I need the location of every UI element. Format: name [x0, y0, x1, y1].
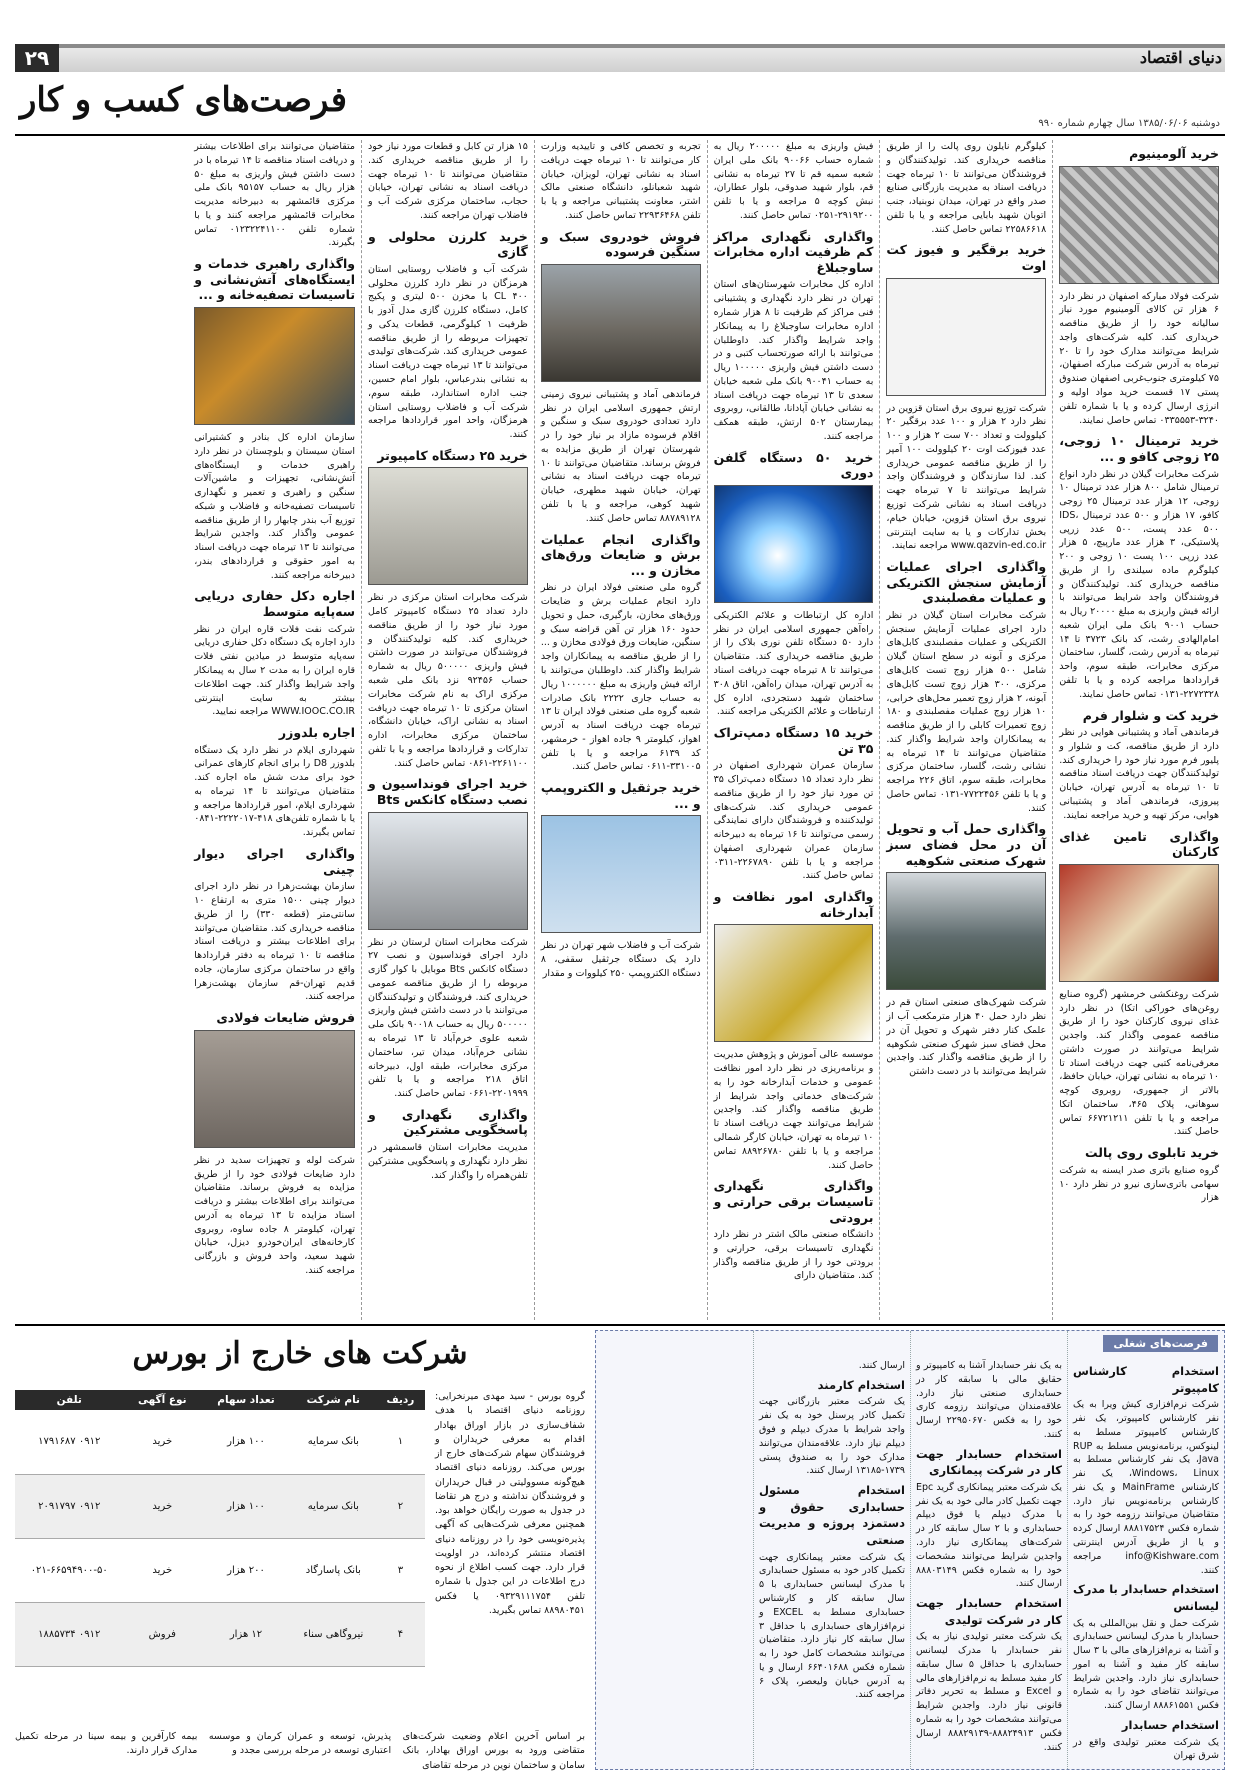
job-headline: استخدام کارشناس کامپیوتر: [1073, 1364, 1219, 1395]
article-headline: خرید آلومینیوم: [1129, 146, 1219, 161]
article-body: شرکت آب و فاضلاب شهر تهران در نظر دارد یک دستگاه جرثقیل سقفی، ۸ دستگاه الکتروپمپ ۲۵۰ کیلووات و مقدار: [540, 940, 701, 979]
article-body: متقاضیان می‌توانند برای اطلاعات بیشتر و دریافت اسناد مناقصه تا ۱۴ تیرماه با در دست داشتن فیش واریزی به مبلغ ۵۰ هزار ریال به حساب ۹۵۱۵۷ بانک ملی مرکزی قائمشهر به دبیرخانه مدیریت مخابرات قائمشهر مراجعه کنند و یا با شماره تلفن ۰۱۲۳۲۲۴۱۱۰۰ تماس بگیرند.: [194, 141, 356, 249]
article-body: فرماندهی آماد و پشتیبانی هوایی در نظر دارد از طریق مناقصه، کت و شلوار و پلیور فرم مورد نیاز خود را خریداری کند. تولیدکنندگان جهت دریافت اسناد مناقصه تا ۱۰ تیرماه به آدرس تهران، خیابان پیروزی، فرماندهی آماد و پشتیبانی هوایی، مرکز تهیه و خرید مراجعه نمایند.: [1059, 727, 1219, 821]
article-body: سازمان اداره کل بنادر و کشتیرانی استان سیستان و بلوچستان در نظر دارد راهبری خدمات و ایستگاه‌های آتش‌نشانی، تجهیزات و ماشین‌آلات سنگین و راهبری و تعمیر و نگهداری تاسیسات تصفیه‌خانه و فاضلاب و شبکه توزیع آب بندر چابهار را از طریق مناقصه عمومی واگذار کند. واجدین شرایط می‌توانند تا ۱۳ تیرماه جهت دریافت اسناد به امور حقوقی و قراردادهای بندر، دبیرخانه مراجعه کنند.: [194, 432, 356, 581]
table-cell: ۱: [376, 1410, 425, 1474]
aluminium-scrap-photo: [1059, 166, 1219, 284]
job-headline: استخدام کارمند: [817, 1377, 905, 1392]
article-body: شرکت روغنکشی خرمشهر (گروه صنایع روغن‌های خوراکی اتکا) در نظر دارد غذای نیروی کارکنان خود را از طریق مناقصه عمومی واگذار کند. واجدین شرایط می‌توانند در صورت داشتن معرفی‌نامه کتبی جهت دریافت اسناد تا ۱۰ تیرماه به نشانی تهران، خیابان حافظ، بالاتر از جمهوری، روبروی کوچه سوهانی، پلاک ۴۶۵، ساختمان اتکا مراجعه و یا با تلفن ۶۶۷۲۱۲۱۱ تماس حاصل کنند.: [1059, 988, 1220, 1138]
column-6: [188, 140, 361, 1320]
article-headline: خرید ۵۰ دستگاه گلفن دوری: [713, 449, 874, 481]
bourse-footer-1: بر اساس آخرین اعلام وضعیت شرکت‌های متقاضی ورود به بورس اوراق بهادار، بانک سامان و ساختمان نوین در مرحله تقاضای: [402, 1731, 585, 1771]
cleaning-tools-photo: [714, 924, 874, 1042]
table-cell: ۳: [376, 1538, 425, 1602]
job-body: یک شرکت معتبر تولیدی واقع در شرق تهران: [1073, 1736, 1219, 1762]
article-body: شهرداری ایلام در نظر دارد یک دستگاه بلدوزر D8 را برای انجام کارهای عمرانی خود برای مدت شش ماه اجاره کند. متقاضیان می‌توانند تا ۱۴ تیرماه به شهرداری ایلام، امور قراردادها مراجعه و یا با شماره تلفن‌های ۴۱۸-۲۲۲۲۰۱۷-۰۸۴۱ تماس بگیرند.: [194, 744, 356, 839]
table-header: ردیف: [376, 1390, 425, 1410]
table-cell: خرید: [123, 1410, 201, 1474]
column-4: [534, 140, 707, 1320]
article-body: شرکت توزیع نیروی برق استان قزوین در نظر دارد ۲ هزار و ۱۰۰ عدد برقگیر ۲۰ کیلوولت و تعداد ۷۰۰ ست ۲ هزار و ۱۰۰ عدد فیوزکت اوت ۲۰ کیلوولت ۱۰۰ آمپر را از طریق مناقصه عمومی خریداری کند. لذا سازندگان و فروشندگان واجد شرایط می‌توانند تا ۷ تیرماه جهت دریافت اسناد به نشانی شرکت توزیع نیروی برق استان قزوین، خیابان خیام، بخش تدارکات و یا به سایت اینترنتی www.qazvin-ed.co.ir مراجعه نمایند.: [886, 402, 1047, 552]
article-headline: واگذاری اجرای دیوار چینی: [194, 846, 356, 877]
table-cell: ۴: [376, 1602, 425, 1666]
article-headline: خرید برقگیر و فیوز کت اوت: [886, 242, 1047, 273]
job-body: شرکت نرم‌افزاری کیش ویرا به یک نفر کارشناس کامپیوتر، یک نفر کارشناس کامپیوتر مسلط به لینوکس، برنامه‌نویس مسلط به RUP Java، یک نفر کارشناس مسلط به Windows، Linux، یک نفر کارشناس MainFrame و یک نفر کارشناس برنامه‌نویس نیاز دارد. متقاضیان می‌توانند رزومه خود را به شماره فکس ۸۸۸۱۷۵۲۴ ارسال کرده و یا از طریق آدرس اینترنتی info@Kishware.com مراجعه کنند.: [1073, 1399, 1219, 1576]
article-body: کیلوگرم نایلون روی پالت را از طریق مناقصه خریداری کند. تولیدکنندگان و فروشندگان می‌توانند تا ۱۰ تیرماه جهت دریافت اسناد به مدیریت بازرگانی صنایع صدر واقع در تهران، میدان نوبنیاد، جنب اتوبان شهید بابایی مراجعه و یا با تلفن ۲۲۵۸۶۶۱۸ تماس حاصل کنند.: [886, 141, 1047, 235]
article-headline: واگذاری نگهداری مراکز کم ظرفیت اداره مخابرات ساوجبلاغ: [713, 228, 874, 275]
job-body: ارسال کنند.: [858, 1360, 905, 1371]
article-headline: خرید کلرزن محلولی و گازی: [368, 228, 528, 260]
table-row: [15, 1538, 425, 1602]
jobs-box: [595, 1330, 1225, 1770]
article-headline: اجاره دکل حفاری دریایی سه‌پایه متوسط: [194, 588, 356, 620]
tower-crane-photo: [541, 815, 701, 933]
article-body: اداره کل ارتباطات و علائم الکتریکی راه‌آهن جمهوری اسلامی ایران در نظر دارد ۵۰ دستگاه تلفن نوری بلاک را از طریق مناقصه خریداری کند. متقاضیان می‌توانند تا ۸ تیرماه جهت دریافت اسناد به آدرس تهران، میدان راه‌آهن، اتاق ۳۰۸ ساختمان شهید دستجردی، اداره کل ارتباطات و علائم الکتریکی مراجعه کنند.: [713, 609, 874, 718]
article-body: شرکت مخابرات استان گیلان در نظر دارد اجرای عملیات آزمایش سنجش الکتریکی و عملیات مفصلبندی کابل‌های مرکزی و آبونه در سطح استان گیلان شامل ۵۰۰ هزار زوج تست کابل‌های مرکزی، ۳۰۰ هزار زوج تست کابل‌های آبونه، ۲ هزار زوج تعمیر محل‌های خرابی، ۱۰ هزار زوج عملیات مفصلبندی و ۱۸۰ زوج تعمیرات کابلی را از طریق مناقصه به پیمانکاران واجد شرایط واگذار کند. متقاضیان می‌توانند تا ۱۴ تیرماه به نشانی رشت، گلسار، ساختمان مرکزی مخابرات، طبقه سوم، اتاق ۲۲۶ مراجعه و یا با تلفن ۷۷۲۲۴۵۶-۰۱۳۱ تماس حاصل کنند.: [886, 609, 1047, 814]
article-headline: واگذاری حمل آب و تحویل آن در محل فضای سبز شهرک صنعتی شکوهیه: [886, 821, 1047, 868]
article-body: شرکت نفت فلات قاره ایران در نظر دارد اجاره یک دستگاه دکل حفاری دریایی سه‌پایه متوسط در میادین نفتی فلات قاره ایران را به مدت ۲ سال به پیمانکار واجد شرایط واگذار کند. جهت اطلاعات بیشتر به سایت اینترنتی WWW.IOOC.CO.IR مراجعه نمایید.: [194, 623, 356, 718]
table-cell: ۰۹۱۲ ۱۷۹۱۶۸۷: [15, 1410, 123, 1474]
table-row: [15, 1474, 425, 1538]
job-headline: استخدام حسابدار: [1121, 1718, 1219, 1732]
job-headline: استخدام مسئول حسابداری حقوق و دستمزد پروژه و مدیریت صنعتی: [759, 1483, 905, 1548]
computers-photo: [368, 467, 528, 585]
article-headline: فروش ضایعات فولادی: [216, 1010, 356, 1026]
article-headline: اجاره بلدوزر: [278, 725, 356, 741]
table-cell: ۰۲۱-۶۶۵۹۴۹۰۰-۵۰: [15, 1538, 123, 1602]
article-headline: واگذاری تامین غذای کارکنان: [1059, 828, 1219, 860]
containers-photo: [368, 812, 528, 930]
lake-photo: [886, 872, 1046, 990]
article-body: سازمان بهشت‌زهرا در نظر دارد اجرای دیوار چینی ۱۵۰۰ متری به ارتفاع ۱۰ سانتی‌متر (قطعه ۳۳۰) را از طریق مناقصه خریداری کند. متقاضیان می‌توانند برای اطلاعات بیشتر و دریافت اسناد مناقصه تا ۱۰ تیرماه به دفتر قراردادها واقع در ساختمان مرکزی سازمان، جاده قدیم تهران-قم سازمان بهشت‌زهرا مراجعه کنند.: [194, 881, 356, 1003]
table-cell: بانک سرمایه: [291, 1474, 376, 1538]
table-cell: نیروگاهی سناء: [291, 1602, 376, 1666]
table-cell: بانک پاسارگاد: [291, 1538, 376, 1602]
article-body: فرماندهی آماد و پشتیبانی نیروی زمینی ارتش جمهوری اسلامی ایران در نظر دارد تعدادی خودروی سبک و سنگین و اقلام فرسوده مازاد بر نیاز خود را در شهرستان تهران از طریق مزایده به فروش برساند. متقاضیان می‌توانند تا ۱۰ تیرماه جهت دریافت اسناد به نشانی تهران، خیابان شهید مطهری، خیابان شهید کوهی، مراجعه و یا با تلفن ۸۸۷۸۹۱۲۸ تماس حاصل کنند.: [540, 388, 701, 524]
table-cell: ۱۰۰ هزار: [201, 1410, 291, 1474]
page-number: ۲۹: [15, 44, 59, 72]
article-body: اداره کل مخابرات شهرستان‌های استان تهران در نظر دارد نگهداری و پشتیبانی فنی مراکز کم ظرفیت تا ۸ هزار شماره اداره مخابرات ساوجبلاغ را به پیمانکار واجد شرایط واگذار کند. داوطلبان می‌توانند با ارائه صورتحساب کتبی و در دست داشتن فیش واریزی ۱۰۰۰۰۰ ریال به حساب ۹۰۰۴۱ بانک ملی شعبه خیابان سعدی تا ۱۳ تیرماه جهت دریافت اسناد به نشانی خیابان آپادانا، طالقانی، روبروی بیمارستان ۵۰۲ ارتش، طبقه همکف مراجعه کنند.: [713, 279, 874, 442]
article-body: گروه صنایع باتری صدر ایسنه به شرکت سهامی باتری‌سازی نیرو در نظر دارد ۱۰ هزار: [1059, 1164, 1219, 1204]
jobs-column-spacer: [596, 1331, 753, 1769]
bottom-section: [15, 1330, 1225, 1770]
article-body: شرکت مخابرات گیلان در نظر دارد انواع ترمینال شامل ۸۰۰ هزار عدد ترمینال ۱۰ زوجی، ۱۲ هزار عدد ترمینال ۲۵ زوجی کافو، ۱۷ هزار و ۵۰۰ عدد ترمینال IDS، ۵۰۰ عدد پست، ۵۰۰ عدد زرپی پلاستیکی، ۳ هزار عدد مارپیچ، ۵ هزار عدد زرپی ۱۰۰ پست ۱۰ زوجی و ۲۰۰ کیلوگرم ماده سیلندی را از طریق مناقصه خریداری کند. تولیدکنندگان و فروشندگان واجد شرایط می‌توانند با ارائه فیش واریزی به مبلغ ۲۰۰۰۰ ریال به حساب ۹۰۰۱ بانک ملی ایران شعبه امام‌الهادی رشت، کد بانک ۳۷۲۳ تا ۱۴ تیرماه به آدرس رشت، گلسار، ساختمان مرکزی مخابرات، طبقه سوم، واحد قراردادها مراجعه کرده و یا با تلفن ۲۲۷۲۳۲۸-۰۱۳۱ تماس حاصل نمایند.: [1059, 468, 1220, 700]
firefighters-photo: [194, 307, 355, 425]
header-rule: [15, 134, 1225, 136]
bourse-table: [15, 1390, 425, 1667]
table-header: نام شرکت: [291, 1390, 376, 1410]
column-2: [879, 140, 1052, 1320]
table-cell: ۱۲ هزار: [201, 1602, 291, 1666]
newspaper-logo: دنیای اقتصاد: [1139, 48, 1222, 67]
table-cell: ۱۰۰ هزار: [201, 1474, 291, 1538]
column-1: [1052, 140, 1225, 1320]
table-header: تعداد سهام: [201, 1390, 291, 1410]
job-body: یک شرکت معتبر پیمانکاری جهت تکمیل کادر خود به مسئول حسابداری با مدرک لیسانس حسابداری با ۵ سال سابقه کار و کارشناس حسابداری مسلط به EXCEL و نرم‌افزارهای حسابداری با حداقل ۳ سال سابقه کار نیاز دارد. متقاضیان می‌توانند مشخصات کامل خود را به شماره فکس ۶۶۴۰۱۶۸۸ ارسال و یا به آدرس خیابان ولیعصر، پلاک ۶ مراجعه کنند.: [759, 1551, 906, 1701]
article-body: شرکت لوله و تجهیزات سدید در نظر دارد ضایعات فولادی خود را از طریق مزایده به فروش برساند. متقاضیان می‌توانند برای اطلاعات بیشتر و دریافت اسناد مزایده تا ۱۳ تیرماه به آدرس تهران، کیلومتر ۸ جاده ساوه، روبروی کارخانه‌های ایران‌خودرو دیزل، خیابان شهید سعید، واحد فروش و بازرگانی مراجعه کنند.: [194, 1154, 356, 1276]
table-header: نوع آگهی: [123, 1390, 201, 1410]
job-body: یک شرکت معتبر تولیدی نیاز به یک نفر حسابدار با مدرک لیسانس حسابداری با حداقل ۵ سال سابقه کار مفید مسلط به نرم‌افزارهای مالی و Excel و مسلط به تحریر دفاتر قانونی نیاز دارد. واجدین شرایط می‌توانند مشخصات خود را به شماره فکس ۸۸۸۲۴۹۱۳-۸۸۸۲۹۱۳۹ ارسال کنند.: [916, 1631, 1063, 1753]
article-body: شرکت آب و فاضلاب روستایی استان هرمزگان در نظر دارد کلرزن محلولی ۴۰۰ CL با مخزن ۵۰۰ لیتری و پکیج کامل، دستگاه کلرزن گازی مدل آدوز با ظرفیت ۱ کیلوگرمی، قطعات یدکی و تجهیزات مربوطه را از طریق مناقصه عمومی خریداری کند. شرکت‌های تولیدی می‌توانند تا ۱۳ تیرماه جهت دریافت اسناد به نشانی بندرعباس، بلوار امام حسین، جنب اداره استاندارد، طبقه سوم، شرکت آب و فاضلاب روستایی استان هرمزگان، واحد امور قراردادها مراجعه کنند.: [368, 263, 528, 441]
power-socket-photo: [886, 278, 1046, 396]
jobs-column-3: [753, 1331, 910, 1769]
article-body: گروه ملی صنعتی فولاد ایران در نظر دارد انجام عملیات برش و ضایعات ورق‌های مخازن، بارگیری، حمل و تحویل حدود ۱۶۰ هزار تن آهن قراضه سبک و سنگین، ضایعات ورق فولادی مخازن و ... را از طریق مناقصه به پیمانکاران واجد شرایط واگذار کند. داوطلبان می‌توانند با ارائه فیش واریزی به مبلغ ۱۰۰۰۰۰۰ ریال به حساب جاری ۲۲۲۲ بانک صادرات شعبه گروه ملی صنعتی فولاد ایران تا ۱۳ تیرماه جهت دریافت اسناد به آدرس اهواز، کیلومتر ۹ جاده اهواز - خرمشهر، کد ۶۱۳۹ مراجعه و یا با تلفن ۳۳۱۰۰۵-۰۶۱۱ تماس حاصل کنند.: [540, 582, 701, 773]
article-body: تجربه و تخصص کافی و تاییدیه وزارت کار می‌توانند تا ۱۰ تیرماه جهت دریافت اسناد به نشانی تهران، لویزان، خیابان شهید شعبانلو، دانشگاه صنعتی مالک اشتر، معاونت پشتیبانی مراجعه و یا با تلفن ۲۲۹۳۶۴۶۸ تماس حاصل کنند.: [540, 141, 701, 221]
gas-flame-photo: [714, 485, 874, 603]
job-body: به یک نفر حسابدار آشنا به کامپیوتر و حقایق مالی با سابقه کار در حسابداری صنعتی نیاز دارد. علاقه‌مندان می‌توانند رزومه کاری خود را به فکس ۲۲۹۵۰۶۷۰ ارسال کنند.: [916, 1360, 1062, 1440]
article-body: ۱۵ هزار تن کابل و قطعات مورد نیاز خود را از طریق مناقصه خریداری کند. متقاضیان می‌توانند تا ۱۰ تیرماه جهت دریافت اسناد به نشانی تهران، خیابان حجاب، ساختمان مرکزی شرکت آب و فاضلاب تهران مراجعه کنند.: [368, 141, 528, 221]
article-body: شرکت مخابرات استان لرستان در نظر دارد اجرای فونداسیون و نصب ۲۷ دستگاه کانکس Bts موبایل با کوار گازی مربوطه را از طریق مناقصه عمومی خریداری کند. فروشندگان و تولیدکنندگان می‌توانند با در دست داشتن فیش واریزی ۵۰۰۰۰۰ ریال به حساب ۹۰۰۱۸ بانک ملی شعبه علوی خرم‌آباد تا ۱۳ تیرماه به نشانی خرم‌آباد، میدان تیر، ساختمان مرکزی مخابرات، طبقه اول، دبیرخانه اتاق ۲۱۸ مراجعه و یا با تلفن ۲۲۰۱۹۹۹-۰۶۶۱ تماس حاصل کنند.: [368, 936, 528, 1100]
article-body: شرکت مخابرات استان مرکزی در نظر دارد تعداد ۲۵ دستگاه کامپیوتر کامل مورد نیاز خود را از طریق مناقصه خریداری کند. کلیه تولیدکنندگان و فروشندگان می‌توانند در صورت داشتن فیش واریزی ۵۰۰۰۰۰ ریال به شماره حساب ۹۲۴۵۶ نزد بانک ملی شعبه مرکزی اراک به نام شرکت مخابرات استان مرکزی تا ۱۰ تیرماه جهت دریافت اسناد به نشانی اراک، خیابان دانشگاه، ساختمان مرکزی مخابرات، اداره تدارکات و قراردادها مراجعه و یا با تلفن ۲۲۶۱۱۰۰-۰۸۶۱ تماس حاصل کنند.: [368, 592, 528, 769]
job-body: یک شرکت معتبر بازرگانی جهت تکمیل کادر پرسنل خود به یک نفر واجد شرایط با مدرک دیپلم و فوق دیپلم نیاز دارد. علاقه‌مندان می‌توانند مدارک خود را به صندوق پستی ۱۷۳۹-۱۳۱۸۵ ارسال کنند.: [759, 1396, 905, 1477]
bottom-rule: [15, 1324, 1225, 1326]
article-headline: خرید اجرای فونداسیون و نصب دستگاه کانکس Bts: [368, 776, 528, 807]
article-headline: خرید ۱۵ دستگاه دمپ‌تراک ۳۵ تن: [713, 725, 874, 756]
article-headline: فروش خودروی سبک و سنگین فرسوده: [540, 228, 701, 260]
article-body: دانشگاه صنعتی مالک اشتر در نظر دارد نگهداری تاسیسات برقی، حرارتی و برودتی خود را از طریق مناقصه واگذار کند. متقاضیان دارای: [713, 1229, 874, 1282]
table-cell: خرید: [123, 1474, 201, 1538]
bourse-title: شرکت های خارج از بورس: [132, 1336, 468, 1371]
bourse-footer: [15, 1730, 585, 1773]
job-headline: استخدام حسابدار با مدرک لیسانس: [1073, 1582, 1219, 1613]
article-columns: [15, 140, 1225, 1320]
header-band: [15, 44, 1225, 72]
job-headline: استخدام حسابدار جهت کار در شرکت پیمانکاری: [916, 1446, 1062, 1478]
column-5: [361, 140, 534, 1320]
table-cell: ۰۹۱۲ ۱۸۸۵۷۳۴: [15, 1602, 123, 1666]
dateline: دوشنبه ۱۳۸۵/۰۶/۰۶ سال چهارم شماره ۹۹۰: [1038, 118, 1220, 129]
table-cell: ۲: [376, 1474, 425, 1538]
column-3: [707, 140, 880, 1320]
food-tray-photo: [1059, 864, 1219, 982]
jobs-title: فرصت‌های شغلی: [1103, 1335, 1218, 1352]
job-body: یک شرکت معتبر پیمانکاری گرید Epc جهت تکمیل کادر مالی خود به یک نفر با مدرک دیپلم یا فوق دیپلم حسابداری و با ۲ سال سابقه کار در شرکت‌های پیمانکاری نیاز دارد. واجدین شرایط می‌توانند مشخصات خود را به شماره فکس ۸۸۸۰۳۱۴۹ ارسال کنند.: [916, 1481, 1062, 1590]
table-cell: بانک سرمایه: [291, 1410, 376, 1474]
article-headline: واگذاری نگهداری و پاسخگویی مشترکین: [368, 1106, 528, 1138]
article-body: سازمان عمران شهرداری اصفهان در نظر دارد تعداد ۱۵ دستگاه دمپ‌تراک ۳۵ تن مورد نیاز خود را از طریق مناقصه عمومی خریداری کند. شرکت‌های تولیدکننده و فروشندگان دارای نمایندگی رسمی می‌توانند تا ۱۶ تیرماه به دبیرخانه سازمان عمران شهرداری اصفهان مراجعه و یا با تلفن ۲۲۶۷۸۹۰-۰۳۱۱ تماس حاصل کنند.: [713, 760, 874, 882]
table-row: [15, 1410, 425, 1474]
article-headline: خرید کت و شلوار فرم: [1082, 707, 1219, 723]
article-body: موسسه عالی آموزش و پژوهش مدیریت و برنامه‌ریزی در نظر دارد امور نظافت عمومی و خدمات آبدارخانه خود را به شرکت‌های خدماتی واجد شرایط از طریق مناقصه واگذار کند. واجدین شرایط می‌توانند جهت دریافت اسناد تا ۱۰ تیرماه به تهران، خیابان کارگر شمالی مراجعه و یا با تلفن ۸۸۹۲۶۷۸۰ تماس حاصل کنند.: [713, 1049, 874, 1171]
article-body: شرکت شهرک‌های صنعتی استان قم در نظر دارد حمل ۴۰ هزار مترمکعب آب از علمک کنار دفتر شهرک و تحویل آن در محل فضای سبز شهرک صنعتی شکوهیه را از طریق مناقصه واگذار کند. واجدین شرایط می‌توانند با در دست داشتن: [886, 997, 1047, 1078]
article-body: فیش واریزی به مبلغ ۲۰۰۰۰۰ ریال به شماره حساب ۹۰۰۶۶ بانک ملی ایران شعبه سمیه قم تا ۲۷ تیرماه به نشانی قم، بلوار شهید صدوقی، بلوار عطاران، نبش کوچه ۵ مراجعه و یا با تلفن ۲۹۱۹۲۰۰-۰۲۵۱ تماس حاصل کنند.: [713, 141, 874, 221]
job-headline: استخدام حسابدار جهت کار در شرکت تولیدی: [916, 1596, 1062, 1627]
bourse-footer-3: بیمه کارآفرین و بیمه سینا در مرحله تکمیل مدارک قرار دارند.: [15, 1731, 198, 1757]
old-cars-photo: [541, 264, 701, 382]
jobs-column-2: [910, 1331, 1067, 1769]
table-cell: ۰۹۱۲ ۲۰۹۱۷۹۷: [15, 1474, 123, 1538]
table-cell: خرید: [123, 1538, 201, 1602]
section-title: فرصت‌های کسب و کار: [20, 80, 347, 120]
article-headline: واگذاری انجام عملیات برش و ضایعات ورق‌های مخازن و ...: [540, 531, 701, 578]
article-body: شرکت فولاد مبارکه اصفهان در نظر دارد ۶ هزار تن کالای آلومینیوم مورد نیاز سالیانه خود را از طریق مناقصه خریداری کند. کلیه شرکت‌های واجد شرایط می‌توانند مدارک خود را تا ۲۰ تیرماه به آدرس شرکت مبارکه اصفهان، ۷۵ کیلومتری جنوب‌غربی اصفهان صندوق پستی ۱۷ قسمت خرید مواد اولیه و انرژی ارسال کرده و یا با شماره تلفن ۳۲۴۰-۰۳۳۵۵۵۳ تماس حاصل نمایند.: [1059, 290, 1219, 426]
article-headline: خرید ۲۵ دستگاه کامپیوتر: [377, 447, 528, 463]
table-row: [15, 1602, 425, 1666]
bourse-section: [15, 1330, 585, 1770]
job-body: شرکت حمل و نقل بین‌المللی به یک حسابدار با مدرک لیسانس حسابداری و آشنا به نرم‌افزارهای مالی با ۳ سال سابقه کار مفید و آشنا به امور حسابداری نیاز دارد. واجدین شرایط می‌توانند تقاضای خود را به شماره فکس ۸۸۸۶۱۵۵۱ ارسال کنند.: [1073, 1617, 1219, 1712]
bourse-footer-2: پذیرش، توسعه و عمران کرمان و موسسه اعتباری توسعه در مرحله بررسی مجدد و: [208, 1731, 392, 1757]
article-body: مدیریت مخابرات استان قاسمشهر در نظر دارد نگهداری و پاسخگویی مشترکین تلفن‌همراه را واگذار کند.: [368, 1142, 528, 1181]
article-headline: خرید تابلوی روی پالت: [1085, 1145, 1219, 1161]
table-header: تلفن: [15, 1390, 123, 1410]
table-cell: فروش: [123, 1602, 201, 1666]
article-headline: واگذاری راهبری خدمات و ایستگاه‌های آتش‌نشانی و تاسیسات تصفیه‌خانه و ...: [194, 256, 356, 303]
steel-scrap-photo: [194, 1030, 355, 1148]
article-headline: واگذاری نگهداری تاسیسات برقی حرارتی و برودتی: [713, 1178, 874, 1225]
article-headline: واگذاری اجرای عملیات آزمایش سنجش الکتریکی و عملیات مفصلبندی: [886, 559, 1047, 606]
jobs-column-1: [1067, 1331, 1224, 1769]
article-headline: خرید جرثقیل و الکتروپمپ و ...: [540, 780, 701, 811]
article-headline: خرید ترمینال ۱۰ زوجی، ۲۵ زوجی کافو و ...: [1059, 433, 1219, 464]
article-headline: واگذاری امور نظافت و آبدارخانه: [713, 889, 874, 920]
table-cell: ۲۰۰ هزار: [201, 1538, 291, 1602]
bourse-intro: گروه بورس - سید مهدی میرنخرایی: روزنامه دنیای اقتصاد با هدف شفاف‌سازی در بازار اوراق بهادار اقدام به معرفی خریداران و فروشندگان سهام شرکت‌های خارج از بورس می‌کند. روزنامه دنیای اقتصاد هیچ‌گونه مسوولیتی در قبال خریداران و فروشندگان نداشته و درج هر تقاضا در جدول به صورت رایگان خواهد بود. همچنین معرفی شرکت‌هایی که آگهی پذیره‌نویسی خود را در روزنامه دنیای اقتصاد منتشر کرده‌اند، در اولویت قرار دارد. جهت کسب اطلاع از نحوه درج اطلاعات در این جدول با شماره تلفن ۰۹۳۲۹۱۱۱۷۵۴ یا فکس ۸۸۹۸۰۴۵۱ تماس بگیرید.: [435, 1391, 585, 1616]
